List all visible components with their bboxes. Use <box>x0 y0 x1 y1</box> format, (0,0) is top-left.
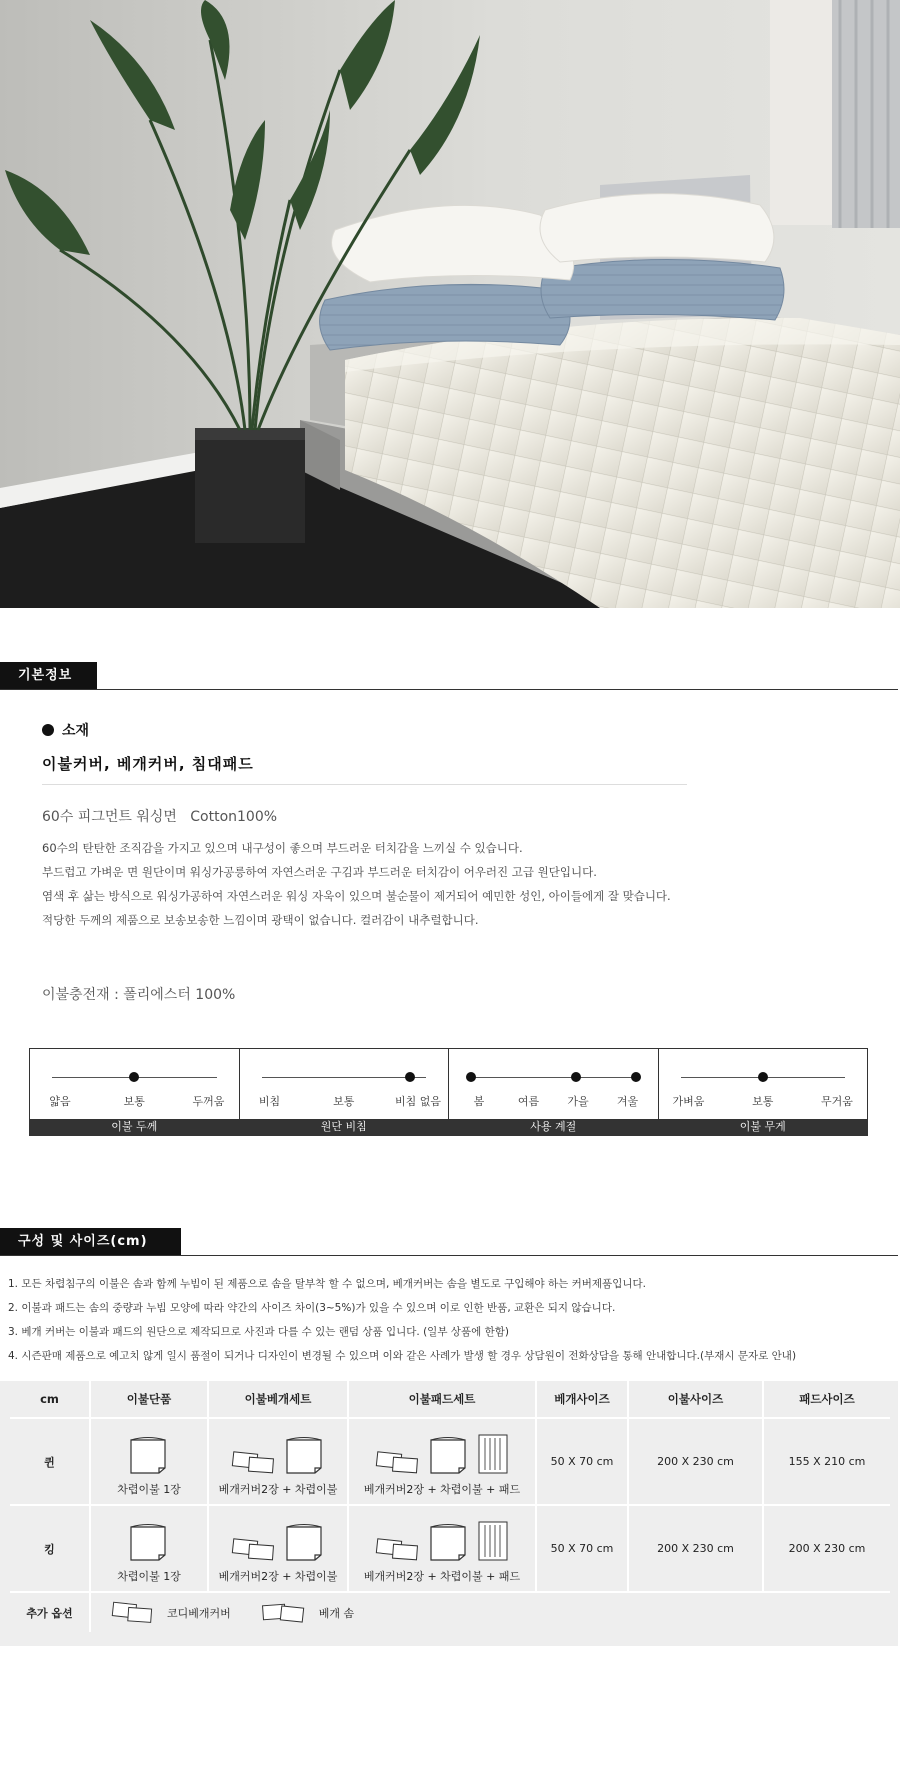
single-caption: 차렵이불 1장 <box>117 1482 181 1496</box>
pad-set-cell <box>348 1418 536 1505</box>
scale-cell <box>30 1049 240 1135</box>
scale-label: 얇음 <box>49 1095 71 1108</box>
col-header: 이불베개세트 <box>208 1381 348 1418</box>
scale-dot <box>405 1072 415 1082</box>
scale-label: 가벼움 <box>672 1095 705 1108</box>
extra-option-1: 코디베개커버 <box>167 1606 231 1620</box>
scale-label: 보통 <box>752 1095 774 1108</box>
material-title-text: 소재 <box>62 723 90 739</box>
scale-dot <box>466 1072 476 1082</box>
note-line: 4. 시즌판매 제품으로 예고치 않게 일시 품절이 되거나 디자인이 변경될 수 있으며 이와 같은 사례가 발생 할 경우 상담원이 전화상담을 통해 안내합니다.(부재시 문자로 안내) <box>8 1350 797 1362</box>
pillow-size: 50 X 70 cm <box>536 1418 628 1505</box>
extra-option-2: 베개 솜 <box>318 1606 355 1620</box>
scale-cell <box>449 1049 659 1135</box>
pillow-icon <box>231 1538 277 1562</box>
extra-label: 추가 옵션 <box>10 1592 90 1632</box>
blanket-icon <box>129 1435 169 1475</box>
bullet-icon <box>42 724 54 736</box>
filling-spec: 이불충전재 : 폴리에스터 100% <box>42 987 236 1003</box>
material-description <box>42 836 671 932</box>
basic-info-header <box>0 662 898 690</box>
scale-dot <box>571 1072 581 1082</box>
composition-tab: 구성 및 사이즈(cm) <box>0 1228 181 1255</box>
pillow-icon <box>375 1538 421 1562</box>
extra-option-row <box>10 1592 890 1632</box>
scale-label: 보통 <box>123 1095 145 1108</box>
note-line: 1. 모든 차렵침구의 이불은 솜과 함께 누빔이 된 제품으로 솜을 탈부착 할 수 없으며, 베개커버는 솜을 별도로 구입해야 하는 커버제품입니다. <box>8 1278 646 1290</box>
table-header-row <box>10 1381 890 1418</box>
pillow-icon <box>375 1451 421 1475</box>
scale-label: 비침 <box>258 1095 281 1108</box>
note-line: 2. 이불과 패드는 솜의 중량과 누빔 모양에 따라 약간의 사이즈 차이(3~5%)가 있을 수 있으며 이로 인한 반품, 교환은 되지 않습니다. <box>8 1302 616 1314</box>
blanket-icon <box>285 1522 325 1562</box>
blanket-size: 200 X 230 cm <box>628 1505 763 1592</box>
single-caption: 차렵이불 1장 <box>117 1569 181 1583</box>
divider <box>42 784 687 785</box>
scale-label: 비침 없음 <box>394 1095 442 1108</box>
pad-set-caption: 베개커버2장 + 차렵이불 + 패드 <box>363 1482 521 1496</box>
scale-line <box>262 1077 427 1078</box>
scale-label: 가을 <box>567 1095 589 1108</box>
scale-label: 보통 <box>333 1095 355 1108</box>
material-title <box>42 720 89 740</box>
blanket-size: 200 X 230 cm <box>628 1418 763 1505</box>
description-line: 염색 후 삶는 방식으로 워싱가공하여 자연스러운 워싱 자욱이 있으며 불순물이 제거되어 예민한 성인, 아이들에게 잘 맞습니다. <box>42 889 671 903</box>
fabric-spec: 60수 피그먼트 워싱면 Cotton100% <box>42 809 278 825</box>
blanket-icon <box>429 1435 469 1475</box>
pillow-size: 50 X 70 cm <box>536 1505 628 1592</box>
col-header: 패드사이즈 <box>763 1381 890 1418</box>
pad-icon <box>477 1433 509 1475</box>
single-cell <box>90 1505 208 1592</box>
pad-set-cell <box>348 1505 536 1592</box>
scale-dot <box>758 1072 768 1082</box>
scale-label: 겨울 <box>616 1095 639 1108</box>
composition-header <box>0 1228 898 1256</box>
pillow-icon <box>231 1451 277 1475</box>
note-line: 3. 베개 커버는 이불과 패드의 원단으로 제작되므로 사진과 다를 수 있는 랜덤 상품 입니다. (일부 상품에 한함) <box>8 1326 509 1338</box>
pillow-set-caption: 베개커버2장 + 차렵이불 <box>218 1482 338 1496</box>
composition-notes <box>8 1272 796 1368</box>
size-label: 퀸 <box>10 1418 90 1505</box>
pillow-insert-icon <box>261 1601 307 1625</box>
col-header: 이불패드세트 <box>348 1381 536 1418</box>
extra-options <box>90 1592 890 1632</box>
pillow-set-cell <box>208 1505 348 1592</box>
pillow-set-caption: 베개커버2장 + 차렵이불 <box>218 1569 338 1583</box>
scale-label: 봄 <box>473 1095 485 1108</box>
description-line: 부드럽고 가벼운 면 원단이며 워싱가공릉하여 자연스러운 구김과 부드러운 터치감이 어우러진 고급 원단입니다. <box>42 865 597 879</box>
table-row <box>10 1505 890 1592</box>
pad-icon <box>477 1520 509 1562</box>
blanket-icon <box>129 1522 169 1562</box>
scale-dot <box>631 1072 641 1082</box>
property-scale-chart <box>29 1048 868 1136</box>
size-table <box>0 1381 898 1646</box>
col-header: 이불단품 <box>90 1381 208 1418</box>
single-cell <box>90 1418 208 1505</box>
pad-set-caption: 베개커버2장 + 차렵이불 + 패드 <box>363 1569 521 1583</box>
pillow-cover-icon <box>111 1601 155 1625</box>
scale-label: 두꺼움 <box>192 1095 225 1108</box>
basic-info-tab: 기본정보 <box>0 662 97 689</box>
pad-size: 200 X 230 cm <box>763 1505 890 1592</box>
scale-dot <box>129 1072 139 1082</box>
scale-title: 원단 비침 <box>240 1119 449 1135</box>
description-line: 적당한 두께의 제품으로 보송보송한 느낌이며 광택이 없습니다. 컬러감이 내추럴합니다. <box>42 913 479 927</box>
size-label: 킹 <box>10 1505 90 1592</box>
col-header: cm <box>10 1381 90 1418</box>
col-header: 이불사이즈 <box>628 1381 763 1418</box>
scale-title: 이불 두께 <box>30 1119 239 1135</box>
scale-cell <box>659 1049 868 1135</box>
scale-cell <box>240 1049 450 1135</box>
pad-size: 155 X 210 cm <box>763 1418 890 1505</box>
material-subtitle: 이불커버, 베개커버, 침대패드 <box>42 755 254 773</box>
scale-title: 사용 계절 <box>449 1119 658 1135</box>
blanket-icon <box>285 1435 325 1475</box>
table-row <box>10 1418 890 1505</box>
hero-image <box>0 0 900 608</box>
scale-line <box>471 1077 636 1078</box>
col-header: 베개사이즈 <box>536 1381 628 1418</box>
description-line: 60수의 탄탄한 조직감을 가지고 있으며 내구성이 좋으며 부드러운 터치감을 느끼실 수 있습니다. <box>42 841 523 855</box>
pillow-set-cell <box>208 1418 348 1505</box>
scale-title: 이불 무게 <box>659 1119 868 1135</box>
scale-label: 무거움 <box>821 1095 853 1108</box>
blanket-icon <box>429 1522 469 1562</box>
scale-label: 여름 <box>517 1095 540 1108</box>
